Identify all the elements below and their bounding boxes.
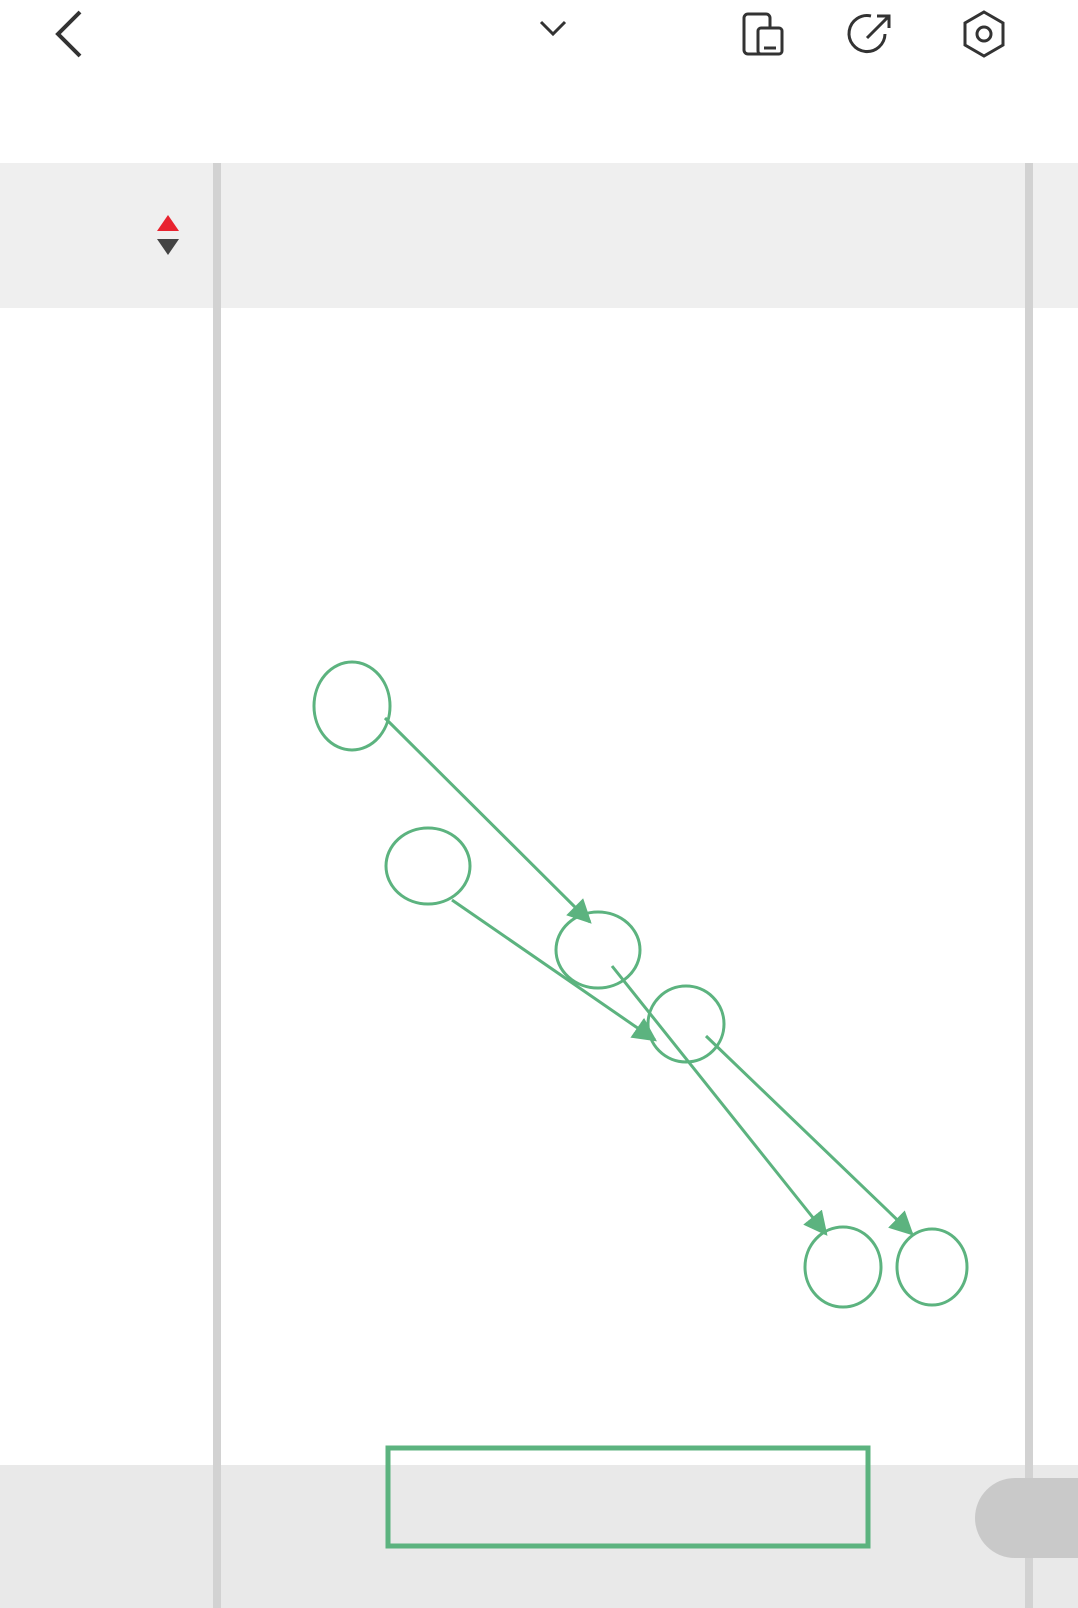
- annotation-circle: [556, 912, 640, 988]
- annotation-circle: [648, 986, 724, 1062]
- column-divider: [213, 163, 221, 1608]
- column-divider-right: [1025, 163, 1033, 1608]
- annotation-circle: [386, 828, 470, 904]
- annotation-circle: [897, 1229, 967, 1305]
- phone-layout-icon[interactable]: [738, 8, 790, 60]
- sort-icon[interactable]: [155, 213, 181, 257]
- period-sort-header[interactable]: [0, 163, 213, 308]
- annotation-circle: [805, 1227, 881, 1307]
- footer-group-header: [222, 1465, 1052, 1535]
- table-footer: [0, 1465, 1078, 1608]
- share-icon[interactable]: [845, 8, 897, 60]
- top-bar: [0, 0, 1078, 90]
- table-header: [0, 163, 1078, 308]
- expand-button[interactable]: [975, 1478, 1078, 1558]
- group-distribution-header: [222, 163, 1052, 233]
- settings-icon[interactable]: [958, 8, 1010, 60]
- chevron-down-icon[interactable]: [535, 14, 571, 44]
- back-icon[interactable]: [50, 6, 90, 62]
- annotation-circle: [314, 662, 390, 750]
